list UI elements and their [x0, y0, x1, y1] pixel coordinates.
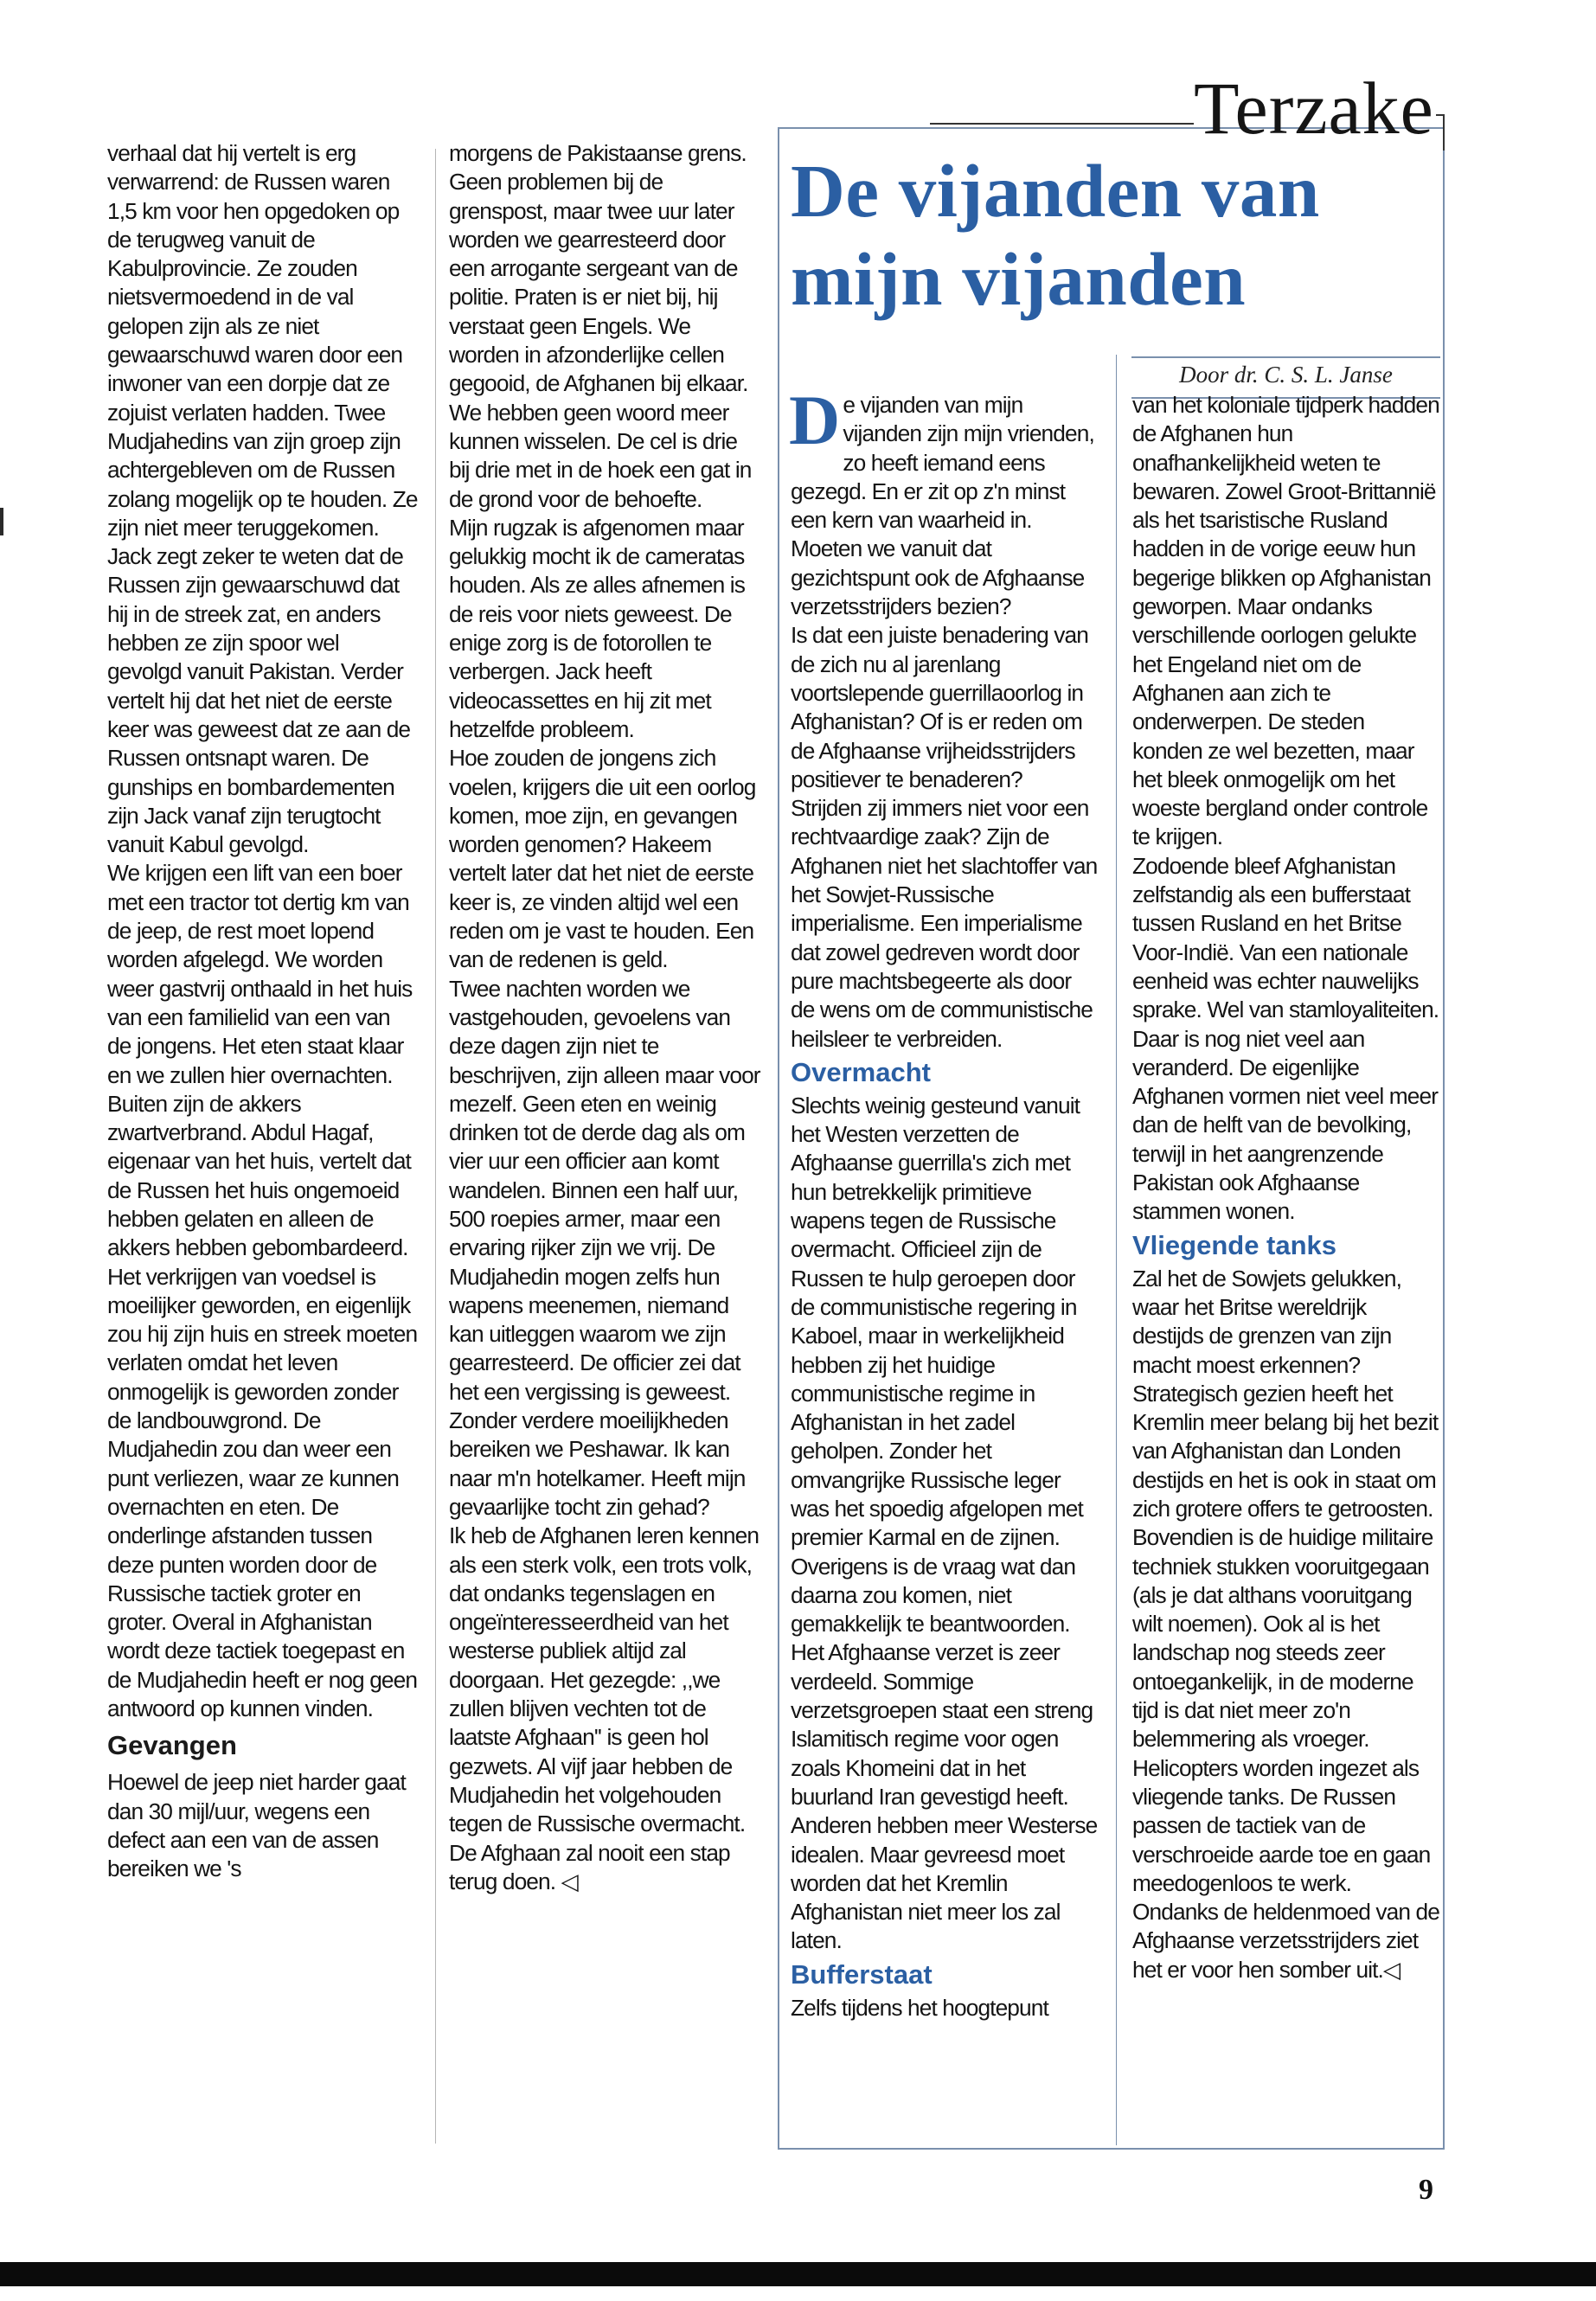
- paragraph: Zelfs tijdens het hoogtepunt: [791, 1994, 1048, 2021]
- byline-top-rule: [1131, 356, 1440, 358]
- paragraph: Hoe zouden de jongens zich voelen, krijgers die uit een oorlog komen, moe zijn, en gevangen worden genomen? Hakeem vertelt later dat het niet de eerste keer is, ze vinden altijd wel een reden om je vast te houden. Een van de redenen is geld.: [449, 745, 756, 973]
- paragraph: [789, 381, 1098, 621]
- paragraph: Zodoende bleef Afghanistan zelfstandig als een bufferstaat tussen Rusland en het Britse Voor-Indië. Van een nationale eenheid was echter nauwelijks sprake. Wel van stamloyaliteiten. Daar is nog niet veel aan veranderd. De eigenlijke Afghanen vormen niet veel meer dan de helft van de bevolking, terwijl in het aangrenzende Pakistan ook Afghaanse stammen wonen.: [1132, 852, 1439, 1225]
- paragraph: Het verkrijgen van voedsel is moeilijker geworden, en eigenlijk zou hij zijn huis en streek moeten verlaten omdat het leven onmogelijk is geworden zonder de landbouwgrond. De Mudjahedin zou dan weer een punt verliezen, waar ze kunnen overnachten en eten. De onderlinge afstanden tussen deze punten worden door de Russische tactiek groter en groter. Overal in Afghanistan wordt deze tactiek toegepast en de Mudjahedin heeft er nog geen antwoord op kunnen vinden.: [107, 1263, 418, 1722]
- column-divider: [1116, 355, 1117, 2145]
- byline: Door dr. C. S. L. Janse: [1179, 362, 1393, 388]
- page-edge-mark: [0, 508, 3, 535]
- article-column-1: [789, 381, 1098, 2022]
- paragraph-text: Zal het de Sowjets gelukken, waar het Britse wereldrijk destijds de grenzen van zijn macht moest erkennen? Strategisch gezien heeft het Kremlin meer belang bij het bezit van Afghanistan dan Londen destijds en het is ook in staat om zich grotere offers te getroosten. Bovendien is de huidige militaire techniek stukken vooruitgegaan (als je dat althans vooruitgang wilt noemen). Ook al is het landschap nog steeds zeer ontoegankelijk, in de moderne tijd is dat niet meer zo'n belemmering als vroeger. Helicopters worden ingezet als vliegende tanks. De Russen passen de tactiek van de verschroeide aarde toe en gaan meedogenloos te werk. Ondanks de heldenmoed van de Afghaanse verzetsstrijders ziet het er voor hen somber uit.: [1132, 1265, 1439, 1983]
- end-mark-icon: ◁: [1382, 1956, 1401, 1983]
- article-column-2: [1132, 391, 1439, 1984]
- bottom-scan-band: [0, 2262, 1596, 2286]
- paragraph: Slechts weinig gesteund vanuit het Westen verzetten de Afghaanse guerrilla's zich met hun betrekkelijk primitieve wapens tegen de Russische overmacht. Officieel zijn de Russen te hulp geroepen door de communistische regering in Kaboel, maar in werkelijkheid hebben zij het huidige communistische regime in Afghanistan in het zadel geholpen. Zonder het omvangrijke Russische leger was het spoedig afgelopen met premier Karmal en de zijnen. Overigens is de vraag wat dan daarna zou komen, niet gemakkelijk te beantwoorden. Het Afghaanse verzet is zeer verdeeld. Sommige verzetsgroepen staat een streng Islamitisch regime voor ogen zoals Khomeini dat in het buurland Iran gevestigd heeft. Anderen hebben meer Westerse idealen. Maar gevreesd moet worden dat het Kremlin Afghanistan niet meer los zal laten.: [791, 1092, 1098, 1954]
- subheading-vliegende-tanks: Vliegende tanks: [1132, 1229, 1337, 1260]
- paragraph: Is dat een juiste benadering van de zich nu al jarenlang voortslepende guerrillaoorlog in Afghanistan? Of is er reden om de Afghaanse vrijheidsstrijders positiever te benaderen? Strijden zij immers niet voor een rechtvaardige zaak? Zijn de Afghanen niet het slachtoffer van het Sowjet-Russische imperialisme. Een imperialisme dat zowel gedreven wordt door pure machtsbegeerte als door de wens om de communistische heilsleer te verbreiden.: [791, 622, 1098, 1052]
- paragraph: verhaal dat hij vertelt is erg verwarrend: de Russen waren 1,5 km voor hen opgedoken op de terugweg vanuit de Kabulprovincie. Ze zouden nietsvermoedend in de val gelopen zijn als ze niet gewaarschuwd waren door een inwoner van een dorpje dat ze zojuist verlaten hadden. Twee Mudjahedins van zijn groep zijn achtergebleven om de Russen zolang mogelijk op te houden. Ze zijn niet meer teruggekomen. Jack zegt zeker te weten dat de Russen zijn gewaarschuwd dat hij in de streek zat, en anders hebben ze zijn spoor wel gevolgd vanuit Pakistan. Verder vertelt hij dat het niet de eerste keer was geweest dat ze aan de Russen ontsnapt waren. De gunships en bombardementen zijn Jack vanaf zijn terugtocht vanuit Kabul gevolgd.: [107, 140, 418, 858]
- subheading-bufferstaat: Bufferstaat: [791, 1958, 933, 1990]
- paragraph: [1132, 1265, 1439, 1984]
- paragraph: [449, 1522, 760, 1896]
- page-number: 9: [1419, 2174, 1433, 2206]
- paragraph: morgens de Pakistaanse grens. Geen problemen bij de grenspost, maar twee uur later worden we gearresteerd door een arrogante sergeant van de politie. Praten is er niet bij, hij verstaat geen Engels. We worden in afzonderlijke cellen gegooid, de Afghanen bij elkaar. We hebben geen woord meer kunnen wisselen. De cel is drie bij drie met in de hoek een gat in de grond voor de behoefte.: [449, 140, 752, 512]
- subheading-gevangen: Gevangen: [107, 1730, 237, 1761]
- paragraph-text: e vijanden van mijn vijanden zijn mijn vrienden, zo heeft iemand eens gezegd. En er zit op z'n minst een kern van waarheid in. Moeten we vanuit dat gezichtspunt ook de Afghaanse verzetsstrijders bezien?: [791, 392, 1094, 620]
- paragraph: van het koloniale tijdperk hadden de Afghanen hun onafhankelijkheid weten te bewaren. Zowel Groot-Brittannië als het tsaristische Rusland hadden in de vorige eeuw hun begerige blikken op Afghanistan geworpen. Maar ondanks verschillende oorlogen gelukte het Engeland niet om de Afghanen aan zich te onderwerpen. De steden konden ze wel bezetten, maar het bleek onmogelijk om het woeste bergland onder controle te krijgen.: [1132, 392, 1439, 850]
- report-column-1: [107, 139, 419, 1884]
- section-label-rule: [930, 123, 1194, 125]
- paragraph: Zonder verdere moeilijkheden bereiken we Peshawar. Ik kan naar m'n hotelkamer. Heeft mijn gevaarlijke tocht zin gehad?: [449, 1407, 746, 1520]
- headline: De vijanden van mijn vijanden: [791, 149, 1320, 321]
- paragraph: Mijn rugzak is afgenomen maar gelukkig mocht ik de cameratas houden. Als ze alles afnemen is de reis voor niets geweest. De enige zorg is de fotorollen te verbergen. Jack heeft videocassettes en hij zit met hetzelfde probleem.: [449, 514, 745, 742]
- report-column-2: [449, 139, 760, 1896]
- paragraph: Twee nachten worden we vastgehouden, gevoelens van deze dagen zijn niet te beschrijven, zijn alleen maar voor mezelf. Geen eten en weinig drinken tot de derde dag als om vier uur een officier aan komt wandelen. Binnen een half uur, 500 roepies armer, maar een ervaring rijker zijn we vrij. De Mudjahedin mogen zelfs hun wapens meenemen, niemand kan uitleggen waarom we zijn gearresteerd. De officier zei dat het een vergissing is geweest.: [449, 975, 760, 1405]
- section-label: Terzake: [1194, 67, 1434, 150]
- section-label-tick: [1436, 114, 1445, 151]
- paragraph: We krijgen een lift van een boer met een tractor tot dertig km van de jeep, de rest moet lopend worden afgelegd. We worden weer gastvrij onthaald in het huis van een familielid van een van de jongens. Het eten staat klaar en we zullen hier overnachten. Buiten zijn de akkers zwartverbrand. Abdul Hagaf, eigenaar van het huis, vertelt dat de Russen het huis ongemoeid hebben gelaten en alleen de akkers hebben gebombardeerd.: [107, 860, 413, 1261]
- end-mark-icon: ◁: [561, 1868, 578, 1894]
- column-gutter-line: [435, 149, 436, 2144]
- paragraph-text: Ik heb de Afghanen leren kennen als een sterk volk, een trots volk, dat ondanks tegenslagen en ongeïnteresseerdheid van het westerse publiek altijd zal doorgaan. Het gezegde: ,,we zullen blijven vechten tot de laatste Afghaan'' is geen hol gezwets. Al vijf jaar hebben de Mudjahedin het volgehouden tegen de Russische overmacht. De Afghaan zal nooit een stap terug doen.: [449, 1522, 760, 1894]
- subheading-overmacht: Overmacht: [791, 1056, 931, 1087]
- paragraph: Hoewel de jeep niet harder gaat dan 30 mijl/uur, wegens een defect aan een van de assen bereiken we 's: [107, 1769, 406, 1882]
- drop-cap: D: [789, 381, 840, 459]
